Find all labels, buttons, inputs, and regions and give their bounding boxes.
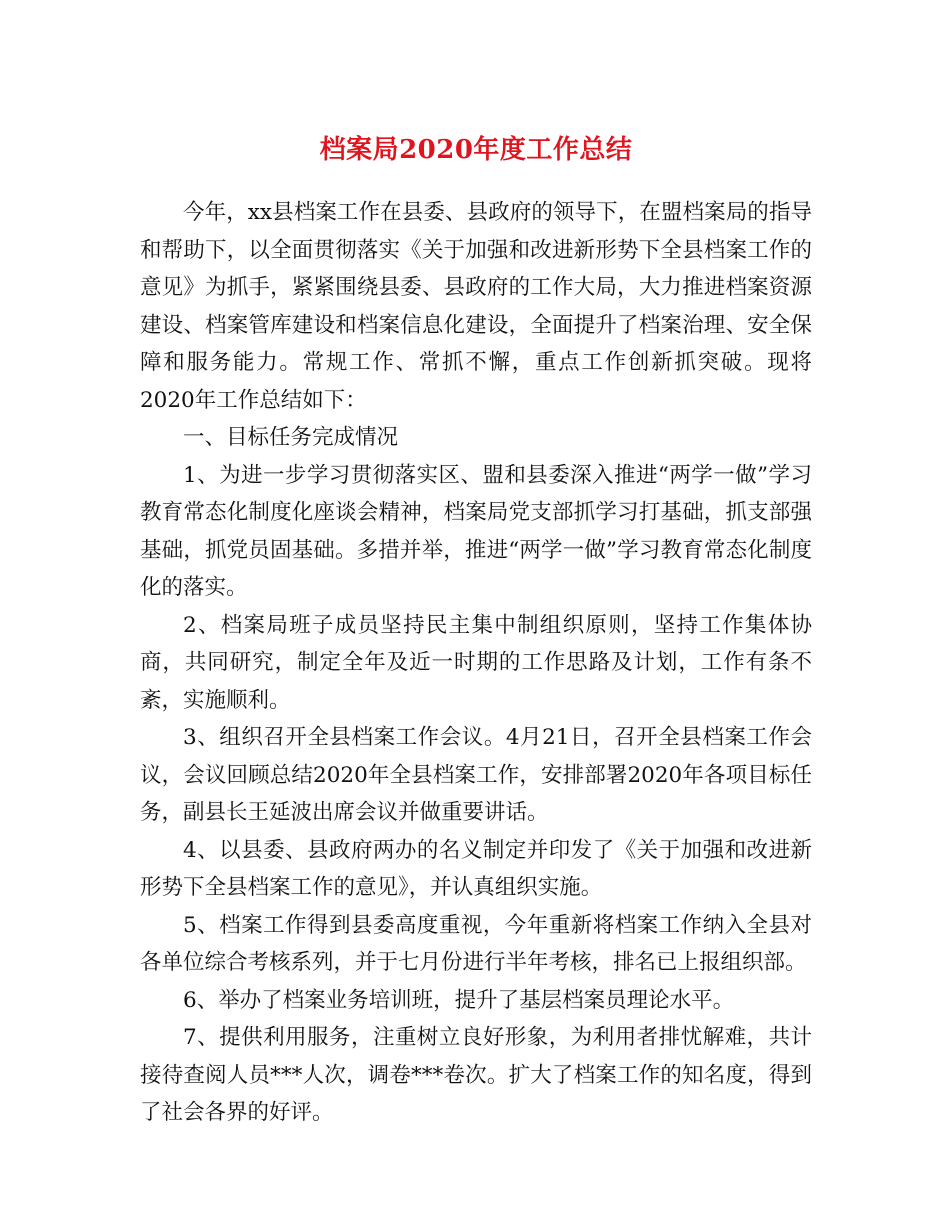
item-paragraph-6: 6、举办了档案业务培训班，提升了基层档案员理论水平。 [183, 987, 735, 1013]
item-paragraph-5: 5、档案工作得到县委高度重视，今年重新将档案工作纳入全县对各单位综合考核系列，并于七月份进行半年考核，排名已上报组织部。 [140, 912, 812, 975]
item-paragraph-3: 3、组织召开全县档案工作会议。4月21日，召开全县档案工作会议，会议回顾总结2020年全县档案工作，安排部署2020年各项目标任务，副县长王延波出席会议并做重要讲话。 [140, 725, 812, 825]
item-paragraph-7: 7、提供利用服务，注重树立良好形象，为利用者排忧解难，共计接待查阅人员***人次，调卷***卷次。扩大了档案工作的知名度，得到了社会各界的好评。 [140, 1025, 812, 1125]
document-content [140, 194, 812, 1132]
section-heading: 一、目标任务完成情况 [183, 425, 399, 450]
item-paragraph-2: 2、档案局班子成员坚持民主集中制组织原则，坚持工作集体协商，共同研究，制定全年及近一时期的工作思路及计划，工作有条不紊，实施顺利。 [140, 612, 812, 713]
item-paragraph-4: 4、以县委、县政府两办的名义制定并印发了《关于加强和改进新形势下全县档案工作的意见》，并认真组织实施。 [140, 837, 812, 900]
intro-paragraph: 今年，xx县档案工作在县委、县政府的领导下，在盟档案局的指导和帮助下，以全面贯彻落实《关于加强和改进新形势下全县档案工作的意见》为抓手，紧紧围绕县委、县政府的工作大局，大力推进档案资源建设、档案管库建设和档案信息化建设，全面提升了档案治理、安全保障和服务能力。常规工作、常抓不懈，重点工作创新抓突破。现将2020年工作总结如下： [140, 200, 812, 413]
document-page [140, 0, 812, 1132]
document-title: 档案局2020年度工作总结 [319, 135, 633, 165]
item-paragraph-1: 1、为进一步学习贯彻落实区、盟和县委深入推进“两学一做”学习教育常态化制度化座谈会精神，档案局党支部抓学习打基础，抓支部强基础，抓党员固基础。多措并举，推进“两学一做”学习教育常态化制度化的落实。 [140, 462, 812, 600]
